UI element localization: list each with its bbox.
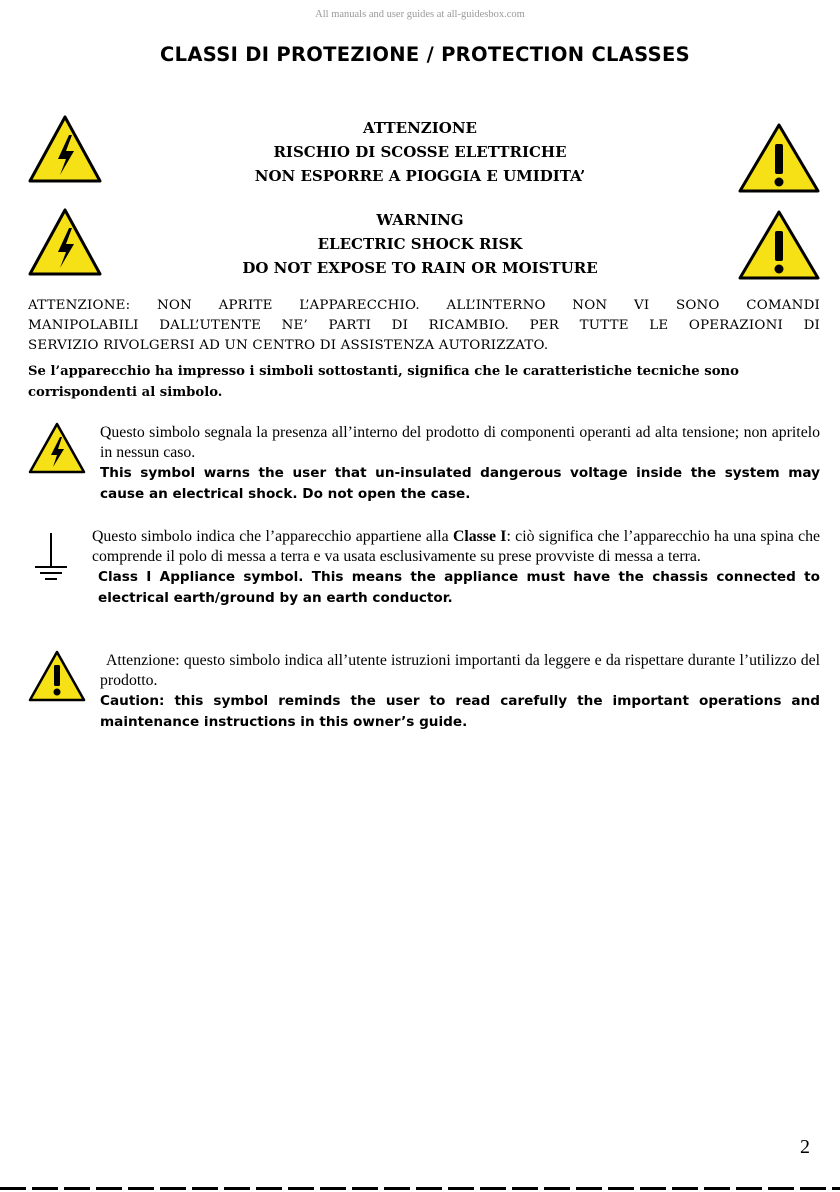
- watermark: All manuals and user guides at all-guidesbox.com: [315, 9, 525, 20]
- warning-it-line3: NON ESPORRE A PIOGGIA E UMIDITA’: [254, 167, 586, 185]
- symbol-class1-it-after: : ciò significa che l’apparecchio ha una spina che comprende il polo di messa a terra e va usata esclusivamente su prese provviste di messa a terra.: [92, 528, 820, 565]
- symbol-class1-it-before: Questo simbolo indica che l’apparecchio appartiene alla: [92, 528, 453, 545]
- footer-divider: [0, 1187, 840, 1190]
- exclamation-triangle-icon: [737, 209, 821, 281]
- symbol-shock-en: This symbol warns the user that un-insulated dangerous voltage inside the system may cause an electrical shock. Do not open the case.: [100, 465, 820, 502]
- symbol-class1-it: [92, 527, 820, 567]
- warning-it-line2: RISCHIO DI SCOSSE ELETTRICHE: [273, 143, 567, 161]
- warning-en-line2: ELECTRIC SHOCK RISK: [317, 235, 523, 253]
- lightning-triangle-icon: [28, 422, 86, 474]
- symbol-caution-it: Attenzione: questo simbolo indica all’utente istruzioni importanti da leggere e da rispettare durante l’utilizzo del prodotto.: [100, 652, 820, 689]
- symbol-class1-it-bold: Classe I: [452, 528, 507, 545]
- service-notice-line2: MANIPOLABILI DALL’UTENTE NE’ PARTI DI RICAMBIO. PER TUTTE LE OPERAZIONI DI: [28, 318, 820, 333]
- symbol-class1-description: [92, 527, 820, 609]
- lightning-triangle-icon: [28, 208, 102, 276]
- lightning-triangle-icon: [28, 115, 102, 183]
- warning-en-line1: WARNING: [376, 211, 464, 229]
- warning-block-english: [110, 208, 730, 280]
- exclamation-triangle-icon: [737, 122, 821, 194]
- warning-block-italian: [110, 116, 730, 188]
- service-notice-line1: ATTENZIONE: NON APRITE L’APPARECCHIO. ALL’INTERNO NON VI SONO COMANDI: [28, 298, 820, 313]
- page-number: 2: [800, 1136, 810, 1158]
- service-notice-line3: SERVIZIO RIVOLGERSI AD UN CENTRO DI ASSISTENZA AUTORIZZATO.: [28, 338, 549, 353]
- ground-symbol-icon: [28, 527, 74, 589]
- service-notice: [28, 296, 820, 356]
- symbol-shock-description: [100, 423, 820, 505]
- symbol-caution-en: Caution: this symbol reminds the user to read carefully the important operations and maintenance instructions in this owner’s guide.: [100, 693, 820, 730]
- page-title: CLASSI DI PROTEZIONE / PROTECTION CLASSES: [160, 43, 690, 66]
- symbol-shock-it: Questo simbolo segnala la presenza all’interno del prodotto di componenti operanti ad alta tensione; non apritelo in nessun caso.: [100, 424, 820, 461]
- warning-it-line1: ATTENZIONE: [363, 119, 477, 137]
- exclamation-triangle-icon: [28, 650, 86, 702]
- symbols-note: Se l’apparecchio ha impresso i simboli sottostanti, significa che le caratteristiche tecniche sono corrispondenti al simbolo.: [28, 364, 739, 400]
- symbol-caution-description: [100, 651, 820, 733]
- symbol-class1-en: Class I Appliance symbol. This means the appliance must have the chassis connected to electrical earth/ground by an earth conductor.: [98, 569, 820, 606]
- warning-en-line3: DO NOT EXPOSE TO RAIN OR MOISTURE: [242, 259, 598, 277]
